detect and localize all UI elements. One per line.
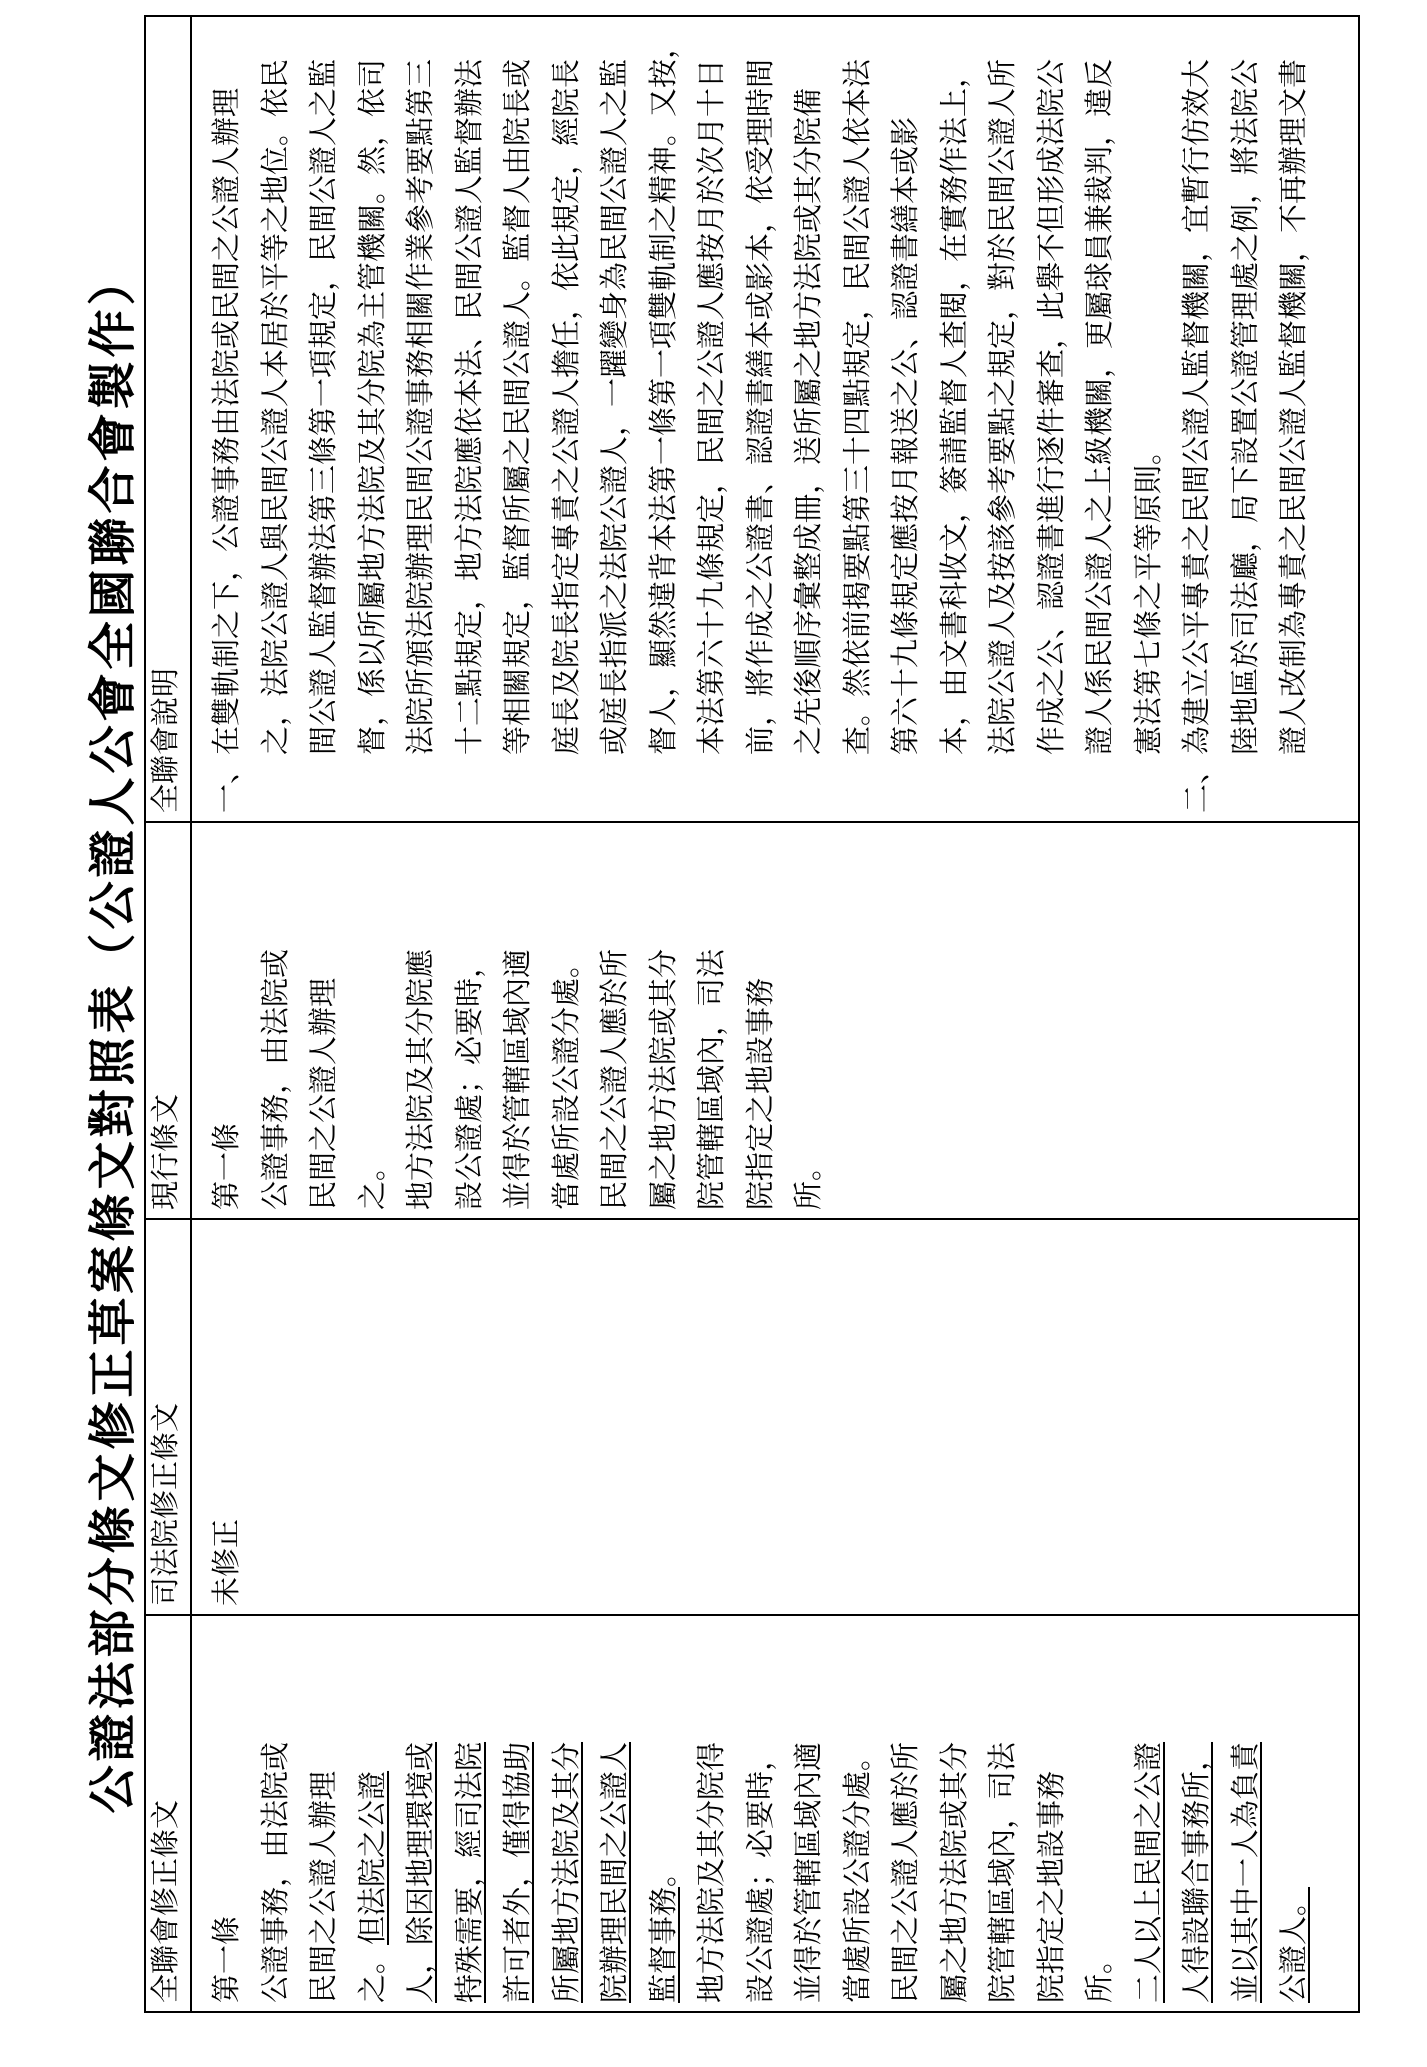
table-header-row [145, 16, 191, 2012]
text-line [1221, 1624, 1270, 2003]
text-line: 督，係以所屬地方法院及其分院為主管機關。然，依司 [354, 58, 389, 755]
text-line: 院管轄區域內，司法 [985, 1741, 1019, 2003]
amended-text: 並以其中一人為負責 [1227, 1741, 1262, 2003]
item-text [202, 25, 1172, 755]
text-line [1124, 1624, 1173, 2003]
text-line: 法院公證人及按該參考要點之規定，對於民間公證人所 [985, 58, 1019, 755]
text-line: 之。 [354, 1151, 389, 1210]
text-line: 當處所設公證分處。 [839, 1741, 874, 2003]
cell-current-text [191, 822, 1359, 1219]
text-line: 民間之公證人辦理 [306, 977, 340, 1210]
explanation-item [202, 25, 1172, 813]
text-line: 公證事務，由法院或 [257, 948, 292, 1210]
text-line: 當處所設公證分處。 [548, 948, 583, 1210]
text-line: 屬之地方法院或其分 [936, 1741, 971, 2003]
text-line: 前，將作成之公證書、認證書繕本或影本，依受理時間 [742, 58, 777, 755]
text-line: 所。 [1082, 1944, 1116, 2003]
text-line: 證人改制為專責之民間公證人監督機關，不再辦理文書 [1276, 58, 1310, 755]
text-line [445, 1624, 494, 2003]
amended-text: 二人以上民間之公證 [1130, 1741, 1165, 2003]
text-line: 為建立公平專責之民間公證人監督機關，宜暫行仿效大 [1179, 58, 1213, 755]
text-line: 陸地區於司法廳，局下設置公證管理處之例，將法院公 [1227, 58, 1262, 755]
text-line: 庭長及院長指定專責之公證人擔任，依此規定，經院長 [548, 58, 583, 755]
item-text [1172, 25, 1318, 755]
text-line: 第六十九條規定應按月報送之公、認證書繕本或影 [888, 116, 922, 755]
text-line: 第一條 [209, 1122, 243, 1210]
text-line: 之。但法院之公證 [354, 1770, 389, 2003]
cell-union-amendment [191, 1615, 1359, 2012]
text-line: 公證事務，由法院或 [257, 1741, 292, 2003]
text-line: 院指定之地設事務 [1033, 1770, 1068, 2003]
text-line: 作成之公、認證書進行逐件審查，此舉不但形成法院公 [1033, 58, 1068, 755]
explanation-item [1172, 25, 1318, 813]
header-judicial-yuan-amendment: 司法院修正條文 [145, 1219, 191, 1615]
text-line: 民間之公證人應於所 [888, 1741, 922, 2003]
header-union-explanation: 全聯會說明 [145, 16, 191, 822]
amended-text: 許可者外，僅得協助 [500, 1741, 534, 2003]
text-line: 屬之地方法院或其分 [645, 948, 680, 1210]
amended-text: 院辦理民間之公證人 [597, 1741, 631, 2003]
text-line [542, 1624, 591, 2003]
amended-text: 人得設聯合事務所， [1179, 1741, 1213, 2003]
text-line: 十二點規定，地方法院應依本法、民間公證人監督辦法 [451, 58, 486, 755]
amended-text: 人，除因地理環境或 [403, 1741, 437, 2003]
amended-text: 所屬地方法院及其分 [548, 1741, 583, 2003]
cell-union-explanation [191, 16, 1359, 822]
text-line: 法院所頒法院辦理民間公證事務相關作業參考要點第三 [403, 58, 437, 755]
text-line: 證人係民間公證人之上級機關，更屬球員兼裁判，違反 [1082, 58, 1116, 755]
header-current-text: 現行條文 [145, 822, 191, 1219]
text-line: 本，由文書科收文，簽請監督人查閱，在實務作法上， [936, 58, 971, 755]
table-row [191, 16, 1359, 2012]
text-line: 院指定之地設事務 [742, 977, 777, 1210]
text-line: 監督事務。 [645, 1857, 680, 2003]
text-line: 設公證處；必要時， [451, 948, 486, 1210]
amended-text: 但法院之公證 [354, 1770, 389, 1945]
text-line: 設公證處；必要時， [742, 1741, 777, 2003]
text-line: 民間之公證人應於所 [597, 948, 631, 1210]
text-line: 地方法院及其分院應 [403, 948, 437, 1210]
text-line [1172, 1624, 1221, 2003]
text-line: 憲法第七條之平等原則。 [1130, 435, 1165, 755]
amended-text: 特殊需要，經司法院 [451, 1741, 486, 2003]
text-line: 院管轄區域內，司法 [694, 948, 728, 1210]
text-line: 間公證人監督辦法第三條第一項規定，民間公證人之監 [306, 58, 340, 755]
text-line: 或庭長指派之法院公證人，一躍變身為民間公證人之監 [597, 58, 631, 755]
text-line: 之，法院公證人與民間公證人本居於平等之地位。依民 [257, 58, 292, 755]
item-number: 一、 [209, 754, 243, 813]
text-line: 查。然依前揭要點第三十四點規定，民間公證人依本法 [839, 58, 874, 755]
page-title: 公證法部分條文修正草案條文對照表（公證人公會全國聯合會製作） [85, 253, 141, 1814]
text-line: 第一條 [209, 1915, 243, 2003]
text-line [590, 1624, 639, 2003]
text-line: 未修正 [209, 1518, 243, 1606]
text-line: 民間之公證人辦理 [306, 1770, 340, 2003]
text-line: 地方法院及其分院得 [694, 1741, 728, 2003]
comparison-table [144, 15, 1360, 2013]
text-line [396, 1624, 445, 2003]
text-line [1269, 1624, 1318, 2003]
text-line [493, 1624, 542, 2003]
text-line: 在雙軌制之下，公證事務由法院或民間之公證人辦理 [209, 87, 243, 755]
text-line: 等相關規定，監督所屬之民間公證人。監督人由院長或 [500, 58, 534, 755]
cell-judicial-yuan-amendment [191, 1219, 1359, 1615]
text-line: 本法第六十九條規定，民間之公證人應按月於次月十日 [694, 58, 728, 755]
text-line: 所。 [791, 1151, 825, 1210]
text-line: 並得於管轄區域內適 [791, 1741, 825, 2003]
text-line: 之先後順序彙整成冊，送所屬之地方法院或其分院備 [791, 87, 825, 755]
amended-text: 公證人。 [1276, 1886, 1310, 2003]
header-union-amendment: 全聯會修正條文 [145, 1615, 191, 2012]
amended-text: 監督事務 [645, 1886, 680, 2003]
text-line: 並得於管轄區域內適 [500, 948, 534, 1210]
item-number: 二、 [1179, 754, 1213, 813]
text-line: 督人，顯然違背本法第一條第一項雙軌制之精神。又按， [645, 29, 680, 755]
